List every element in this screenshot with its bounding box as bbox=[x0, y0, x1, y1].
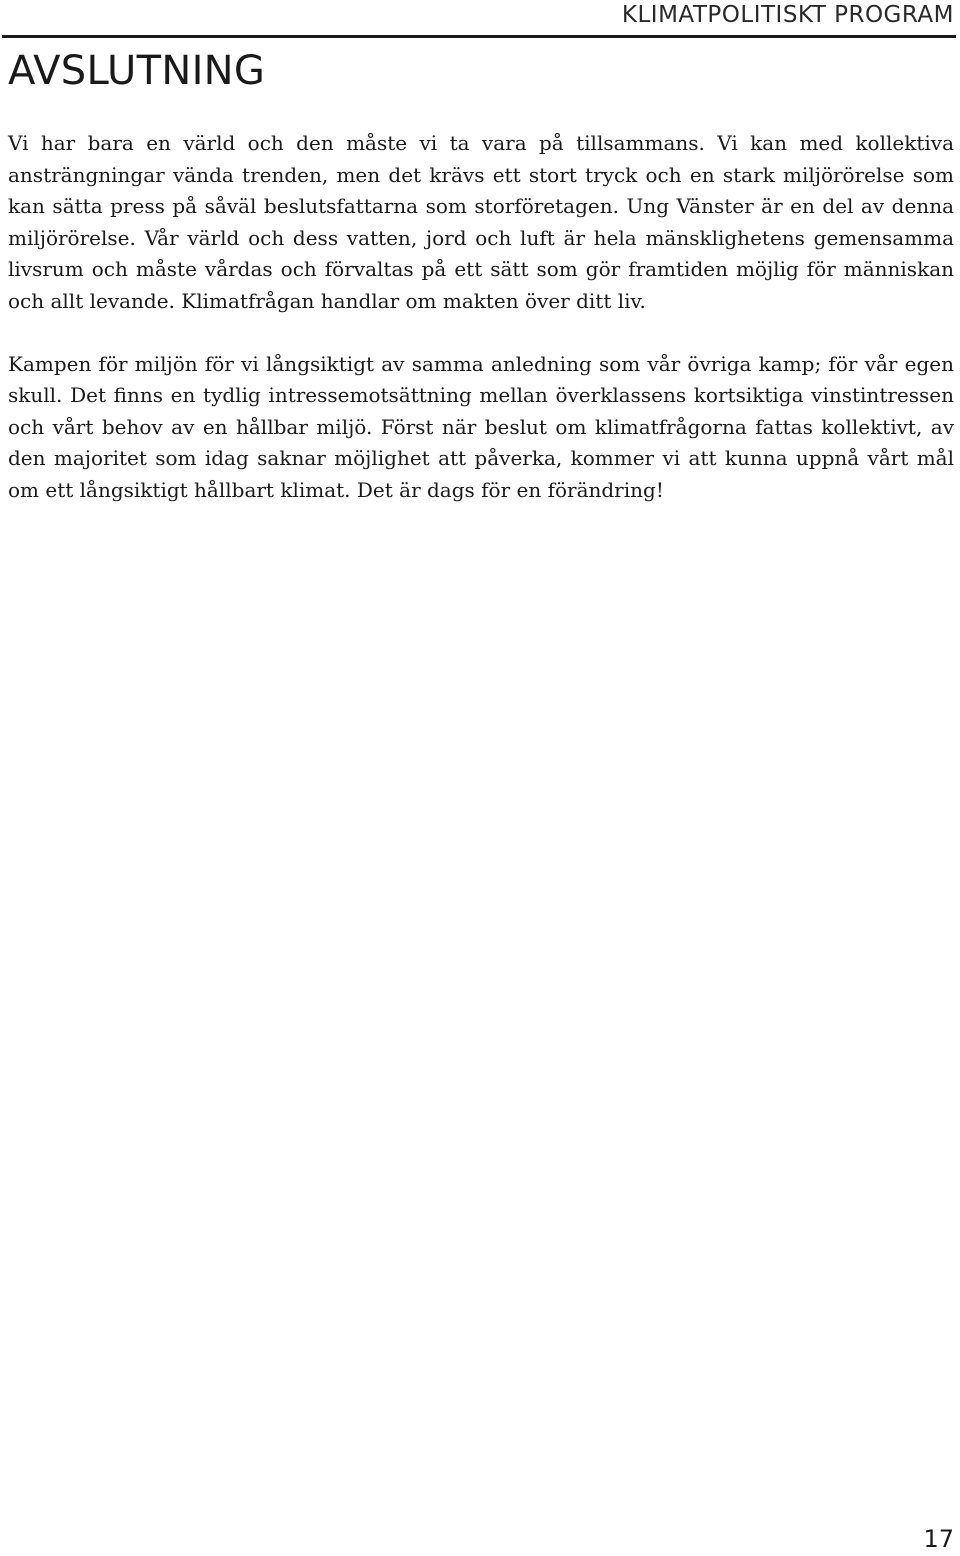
page-number: 17 bbox=[923, 1525, 954, 1553]
body-text bbox=[8, 128, 954, 507]
paragraph-2: Kampen för miljön för vi långsiktigt av samma anledning som vår övriga kamp; för vår egen skull. Det finns en tydlig intressemotsättning mellan överklassens kortsiktiga vinstintressen och vårt behov av en hållbar miljö. Först när beslut om klimatfrågorna fattas kollektivt, av den majoritet som idag saknar möjlighet att påverka, kommer vi att kunna uppnå vårt mål om ett långsiktigt hållbart klimat. Det är dags för en förändring! bbox=[8, 351, 954, 502]
paragraph-1: Vi har bara en värld och den måste vi ta vara på tillsammans. Vi kan med kollektiva ansträngningar vända trenden, men det krävs ett stort tryck och en stark miljörörelse som kan sätta press på såväl beslutsfattarna som storföretagen. Ung Vänster är en del av denna miljörörelse. Vår värld och dess vatten, jord och luft är hela mänsklighetens gemensamma livsrum och måste vårdas och förvaltas på ett sätt som gör framtiden möjlig för människan och allt levande. Klimatfrågan handlar om makten över ditt liv. bbox=[8, 131, 954, 313]
header-rule bbox=[2, 35, 956, 38]
section-title: AVSLUTNING bbox=[8, 48, 266, 94]
running-header: KLIMATPOLITISKT PROGRAM bbox=[621, 2, 954, 28]
